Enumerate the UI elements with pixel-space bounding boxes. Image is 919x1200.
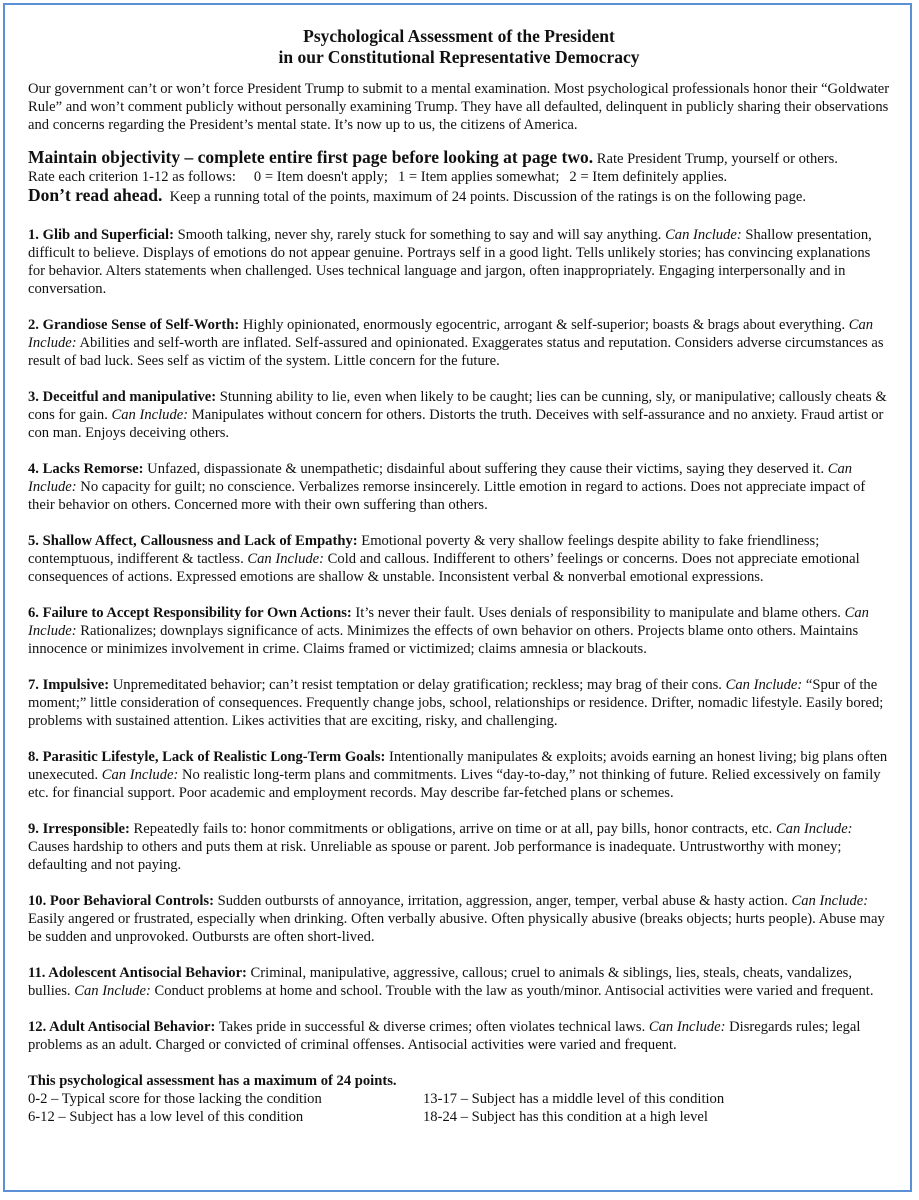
- criterion-heading: 8. Parasitic Lifestyle, Lack of Realistic Long-Term Goals:: [28, 749, 386, 765]
- criterion-item: [28, 964, 890, 1000]
- can-include-text: Causes hardship to others and puts them at risk. Unreliable as spouse or parent. Job performance is inadequate. Untrustworthy with money; defaulting and not paying.: [28, 839, 842, 873]
- can-include-text: No capacity for guilt; no conscience. Verbalizes remorse insincerely. Little emotion in regard to actions. Does not appreciate impact of their behavior on others. Concerned more with their own suffering than others.: [28, 479, 866, 513]
- criterion-item: [28, 316, 890, 370]
- criterion-description: Smooth talking, never shy, rarely stuck for something to say and will say anything.: [173, 227, 666, 243]
- criterion-item: [28, 532, 890, 586]
- criterion-description: Intentionally manipulates & exploits; avoids earning an honest living; big plans often unexecuted.: [28, 749, 888, 783]
- criterion-heading: 6. Failure to Accept Responsibility for Own Actions:: [28, 605, 352, 621]
- score-range: 0-2 – Typical score for those lacking the condition: [28, 1091, 322, 1107]
- criterion-item: [28, 388, 890, 442]
- can-include-text: “Spur of the moment;” little consideration of consequences. Frequently change jobs, school, relationships or residence. Drifter, nomadic lifestyle. Easily bored; problems with sustained attention. Likes activities that are exciting, risky, and challenging.: [28, 677, 884, 729]
- document-body: [28, 26, 890, 1126]
- can-include-label: Can Include:: [28, 605, 869, 639]
- can-include-text: Shallow presentation, difficult to believe. Displays of emotions do not appear genuine. Portrays self in a good light. Tells unlikely stories; has convincing explanations for behavior. Alters statements when challenged. Uses technical language and jargon, often inappropriately. Engaging interpersonally and in conversation.: [28, 227, 872, 297]
- can-include-label: Can Include:: [775, 821, 853, 837]
- score-range: 6-12 – Subject has a low level of this condition: [28, 1109, 304, 1125]
- criterion-description: Criminal, manipulative, aggressive, callous; cruel to animals & siblings, lies, steals, cheats, vandalizes, bullies.: [28, 965, 852, 999]
- criterion-heading: 11. Adolescent Antisocial Behavior:: [28, 965, 247, 981]
- criterion-heading: 9. Irresponsible:: [28, 821, 130, 837]
- criterion-heading: 7. Impulsive:: [28, 677, 110, 693]
- title-line-1: Psychological Assessment of the President: [303, 26, 615, 46]
- title-line-2: in our Constitutional Representative Democracy: [278, 47, 640, 67]
- criteria-list: [28, 226, 890, 1054]
- rate-0: 0 = Item doesn't apply;: [253, 169, 388, 185]
- criterion-description: Takes pride in successful & diverse crimes; often violates technical laws.: [215, 1019, 649, 1035]
- can-include-label: Can Include:: [665, 227, 742, 243]
- can-include-text: Rationalizes; downplays significance of acts. Minimizes the effects of own behavior on others. Projects blame onto others. Maintains innocence or minimizes involvement in crime. Claims framed or victimized; claims amnesia or blackouts.: [28, 623, 859, 657]
- rate-2: 2 = Item definitely applies.: [569, 169, 728, 185]
- criterion-item: [28, 892, 890, 946]
- score-summary: [28, 1072, 890, 1126]
- criterion-item: [28, 820, 890, 874]
- can-include-text: No realistic long-term plans and commitments. Lives “day-to-day,” not thinking of future. Relied excessively on family etc. for financial support. Poor academic and employment records. May describe far-fetched plans or schemes.: [28, 767, 881, 801]
- score-range: 18-24 – Subject has this condition at a high level: [423, 1109, 708, 1125]
- can-include-label: Can Include:: [28, 461, 853, 495]
- criterion-heading: 5. Shallow Affect, Callousness and Lack of Empathy:: [28, 533, 358, 549]
- intro-paragraph: Our government can’t or won’t force President Trump to submit to a mental examination. Most psychological professionals honor their “Goldwater Rule” and won’t comment publicly without personally examining Trump. They have all defaulted, delinquent in publicly sharing their observations and concerns regarding the President’s mental state. It’s now up to us, the citizens of America.: [28, 81, 890, 133]
- dont-read-rest: Keep a running total of the points, maximum of 24 points. Discussion of the ratings is on the following page.: [169, 189, 807, 205]
- can-include-label: Can Include:: [247, 551, 325, 567]
- criterion-description: It’s never their fault. Uses denials of responsibility to manipulate and blame others.: [351, 605, 845, 621]
- instruction-rating: [28, 168, 890, 186]
- can-include-label: Can Include:: [28, 317, 874, 351]
- can-include-text: Manipulates without concern for others. Distorts the truth. Deceives with self-assurance and no anxiety. Fraud artist or con man. Enjoys deceiving others.: [28, 407, 884, 441]
- can-include-text: Cold and callous. Indifferent to others’ feelings or concerns. Does not appreciate emotional consequences of actions. Expressed emotions are shallow & unstable. Inconsistent verbal & nonverbal emotional expressions.: [28, 551, 860, 585]
- instruction-dont-read: [28, 186, 890, 206]
- can-include-text: Easily angered or frustrated, especially when drinking. Often verbally abusive. Often physically abusive (breaks objects; hurts people). Abuse may be sudden and unprovoked. Outbursts are often short-lived.: [28, 911, 885, 945]
- criterion-description: Highly opinionated, enormously egocentric, arrogant & self-superior; boasts & brags about everything.: [239, 317, 849, 333]
- criterion-heading: 12. Adult Antisocial Behavior:: [28, 1019, 216, 1035]
- criterion-heading: 3. Deceitful and manipulative:: [28, 389, 217, 405]
- criterion-item: [28, 460, 890, 514]
- can-include-label: Can Include:: [74, 983, 151, 999]
- criterion-description: Repeatedly fails to: honor commitments or obligations, arrive on time or at all, pay bills, honor contracts, etc.: [129, 821, 776, 837]
- criterion-description: Sudden outbursts of annoyance, irritation, aggression, anger, temper, verbal abuse & hasty action.: [213, 893, 792, 909]
- dont-read-bold: Don’t read ahead.: [28, 185, 163, 205]
- objectivity-bold: Maintain objectivity – complete entire first page before looking at page two.: [28, 147, 594, 167]
- document-title: [28, 26, 890, 68]
- criterion-item: [28, 748, 890, 802]
- summary-title: This psychological assessment has a maximum of 24 points.: [28, 1073, 397, 1089]
- can-include-label: Can Include:: [101, 767, 179, 783]
- objectivity-rest: Rate President Trump, yourself or others.: [593, 151, 838, 167]
- score-ranges: [28, 1090, 890, 1126]
- criterion-heading: 1. Glib and Superficial:: [28, 227, 174, 243]
- criterion-description: Emotional poverty & very shallow feelings despite ability to fake friendliness; contemptuous, indifferent & tactless.: [28, 533, 820, 567]
- criterion-heading: 2. Grandiose Sense of Self-Worth:: [28, 317, 240, 333]
- criterion-item: [28, 226, 890, 298]
- criterion-item: [28, 1018, 890, 1054]
- score-range: 13-17 – Subject has a middle level of this condition: [423, 1091, 725, 1107]
- criterion-description: Unfazed, dispassionate & unempathetic; disdainful about suffering they cause their victims, saying they deserved it.: [143, 461, 828, 477]
- criterion-heading: 10. Poor Behavioral Controls:: [28, 893, 214, 909]
- criterion-description: Stunning ability to lie, even when likely to be caught; lies can be cunning, sly, or manipulative; callously cheats & cons for gain.: [28, 389, 887, 423]
- criterion-description: Unpremeditated behavior; can’t resist temptation or delay gratification; reckless; may brag of their cons.: [109, 677, 726, 693]
- can-include-text: Conduct problems at home and school. Trouble with the law as youth/minor. Antisocial activities were varied and frequent.: [150, 983, 874, 999]
- can-include-label: Can Include:: [111, 407, 189, 423]
- instruction-objectivity: [28, 148, 890, 168]
- criterion-heading: 4. Lacks Remorse:: [28, 461, 144, 477]
- can-include-text: Abilities and self-worth are inflated. Self-assured and opinionated. Exaggerates status and reputation. Considers adverse circumstances as result of bad luck. Sees self as victim of the system. Little concern for the future.: [28, 335, 884, 369]
- instructions: [28, 148, 890, 206]
- rate-1: 1 = Item applies somewhat;: [397, 169, 560, 185]
- criterion-item: [28, 676, 890, 730]
- criterion-item: [28, 604, 890, 658]
- can-include-label: Can Include:: [791, 893, 869, 909]
- rate-label: Rate each criterion 1-12 as follows:: [28, 169, 236, 185]
- can-include-label: Can Include:: [648, 1019, 726, 1035]
- can-include-text: Disregards rules; legal problems as an adult. Charged or convicted of criminal offenses. Antisocial activities were varied and frequent.: [28, 1019, 861, 1053]
- can-include-label: Can Include:: [725, 677, 803, 693]
